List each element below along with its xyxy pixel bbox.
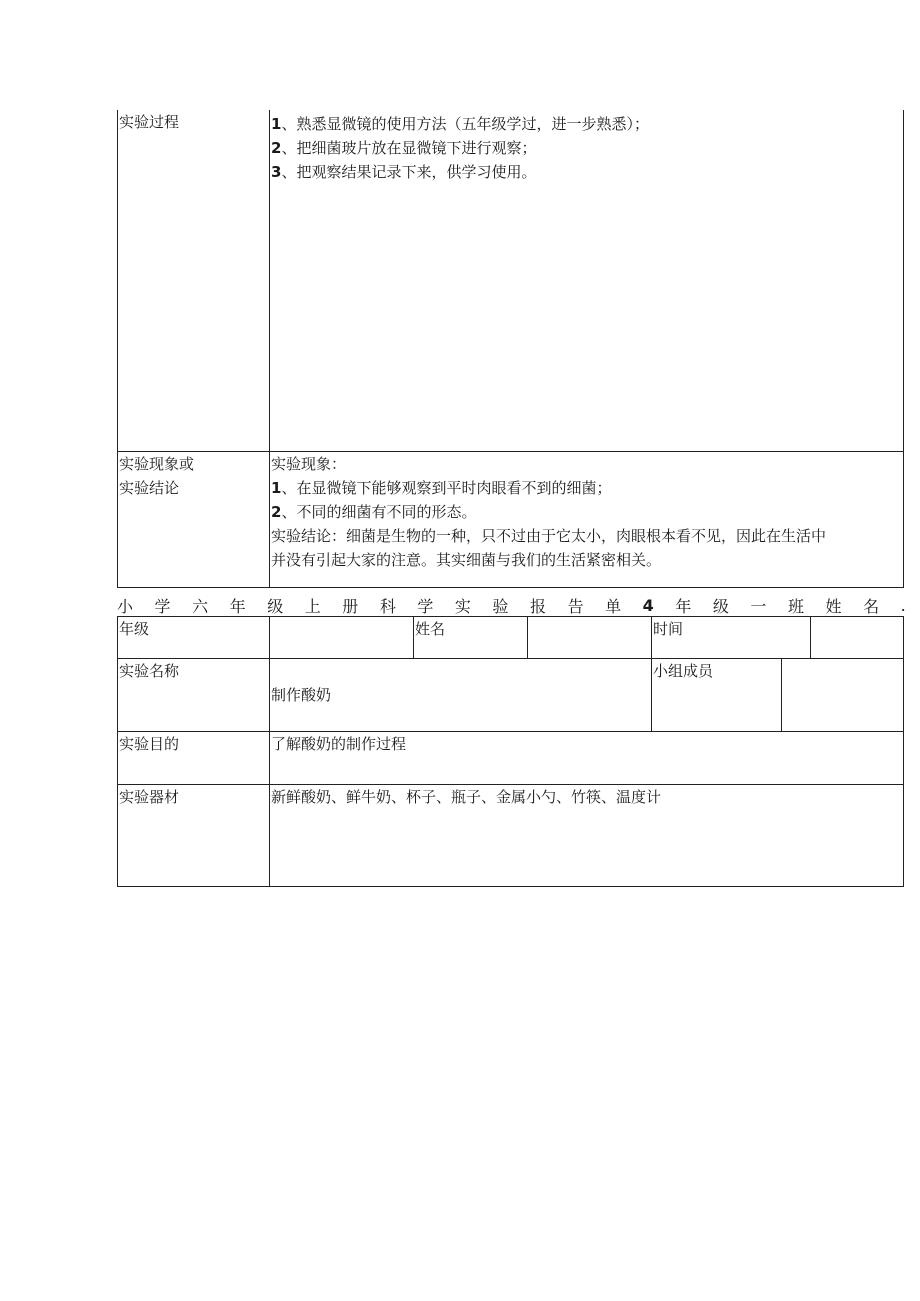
title-char: 级 [267, 596, 284, 616]
process-step-3: 3、把观察结果记录下来，供学习使用。 [271, 163, 537, 181]
title-char: 报 [530, 596, 547, 616]
title-char: 验 [492, 596, 509, 616]
title-char: 册 [342, 596, 359, 616]
materials-label: 实验器材 [119, 788, 180, 806]
experiment-name-value: 制作酸奶 [271, 686, 332, 704]
title-char: 年 [229, 596, 246, 616]
conclusion-line-1: 实验结论：细菌是生物的一种，只不过由于它太小，肉眼根本看不见，因此在生活中 [271, 527, 827, 545]
title-char: 一 [750, 596, 767, 616]
time-divider [651, 616, 652, 658]
group-divider [651, 658, 652, 731]
grade-name-divider [413, 616, 414, 658]
table-border-right [903, 110, 904, 587]
materials-value: 新鲜酸奶、鲜牛奶、杯子、瓶子、金属小勺、竹筷、温度计 [271, 788, 662, 806]
grade-label: 年级 [119, 620, 150, 638]
title-char: 名 [863, 596, 880, 616]
title-char: 学 [154, 596, 171, 616]
title-char: 姓 [825, 596, 842, 616]
process-step-1: 1、熟悉显微镜的使用方法（五年级学过，进一步熟悉）； [271, 115, 649, 133]
phenomenon-item-2: 2、不同的细菌有不同的形态。 [271, 503, 477, 521]
title-char: 学 [417, 596, 434, 616]
result-label-line2: 实验结论 [119, 479, 180, 497]
table-border-top [117, 616, 904, 617]
table-border-bottom [117, 886, 904, 887]
row-divider [117, 658, 904, 659]
conclusion-line-2: 并没有引起大家的注意。其实细菌与我们的生活紧密相关。 [271, 551, 662, 569]
title-char: 告 [567, 596, 584, 616]
table-divider [269, 110, 270, 587]
title-char: 实 [454, 596, 471, 616]
title-char: 年 [675, 596, 692, 616]
process-label: 实验过程 [119, 113, 180, 131]
phenomenon-item-1: 1、在显微镜下能够观察到平时肉眼看不到的细菌； [271, 479, 612, 497]
phenomenon-heading: 实验现象： [271, 455, 347, 473]
experiment-name-label: 实验名称 [119, 662, 180, 680]
process-step-2: 2、把细菌玻片放在显微镜下进行观察； [271, 139, 537, 157]
title-char: 4 [642, 595, 654, 615]
title-char: 单 [605, 596, 622, 616]
name-value-divider [527, 616, 528, 658]
table-border-right [903, 616, 904, 887]
row-divider [117, 731, 904, 732]
group-members-label: 小组成员 [653, 662, 714, 680]
table-border-left [117, 110, 118, 587]
purpose-label: 实验目的 [119, 735, 180, 753]
group-value-divider [781, 658, 782, 731]
title-char: 六 [192, 596, 209, 616]
name-label: 姓名 [415, 620, 446, 638]
table-border-left [117, 616, 118, 887]
table-border-bottom [117, 587, 904, 588]
report-title [117, 593, 906, 617]
title-char: . [900, 595, 906, 615]
title-char: 小 [117, 596, 134, 616]
title-char: 班 [787, 596, 804, 616]
row-divider [117, 451, 904, 452]
label-column-divider [269, 616, 270, 887]
title-char: 上 [304, 596, 321, 616]
time-label: 时间 [653, 620, 684, 638]
title-char: 级 [712, 596, 729, 616]
time-value-divider [810, 616, 811, 658]
purpose-value: 了解酸奶的制作过程 [271, 735, 407, 753]
result-label-line1: 实验现象或 [119, 455, 195, 473]
title-char: 科 [379, 596, 396, 616]
